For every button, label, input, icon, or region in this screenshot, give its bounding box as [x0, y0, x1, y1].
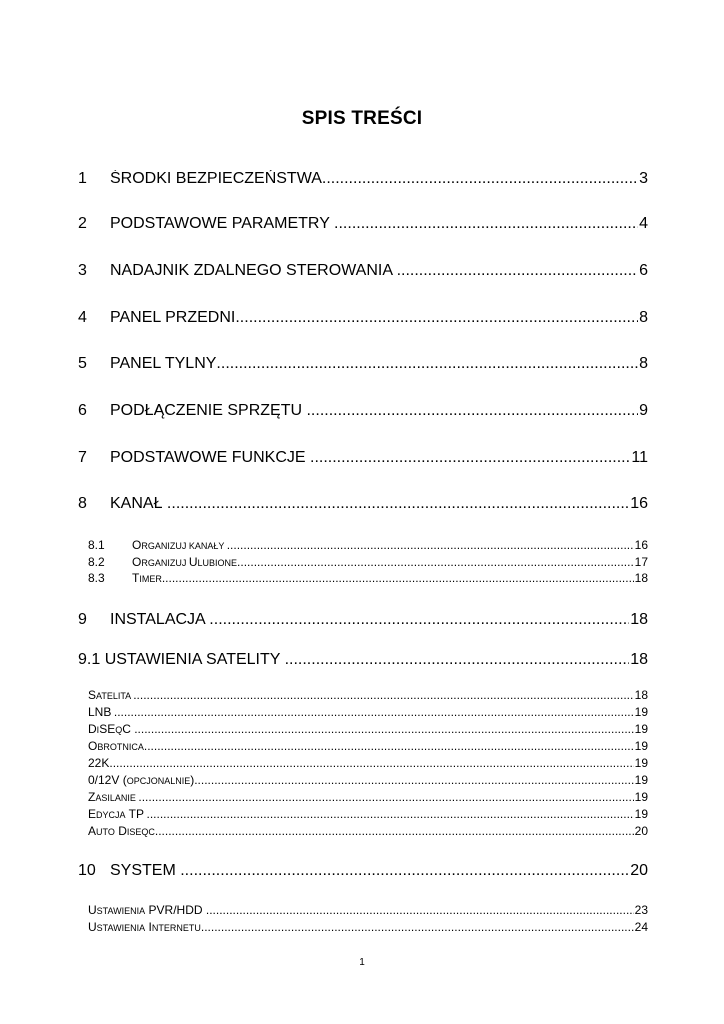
leader-dots: [109, 756, 633, 770]
entry-label: USTAWIENIA INTERNETU: [88, 920, 201, 934]
entry-number: 3: [78, 262, 87, 279]
entry-number: 9: [78, 611, 87, 628]
entry-number: 2: [78, 215, 87, 232]
toc-entry-1[interactable]: [78, 170, 648, 188]
entry-number: 5: [78, 355, 87, 372]
entry-label: PANEL PRZEDNI: [110, 309, 236, 326]
entry-page: 8: [639, 309, 648, 326]
leader-dots: [397, 262, 639, 280]
entry-label: SATELITA: [88, 688, 131, 702]
entry-number: 8.1: [88, 538, 105, 552]
page-number: 1: [359, 957, 365, 968]
entry-page: 20: [634, 824, 648, 838]
entry-page: 19: [634, 773, 648, 787]
entry-page: 19: [634, 756, 648, 770]
toc-entry-5[interactable]: [78, 355, 648, 373]
leader-dots: [201, 920, 634, 934]
entry-page: 24: [634, 920, 648, 934]
entry-label: USTAWIENIA PVR/HDD: [88, 903, 206, 917]
entry-label: ZASILANIE: [88, 790, 136, 804]
entry-page: 18: [630, 611, 648, 628]
leader-dots: [206, 903, 634, 917]
entry-label: PODŁĄCZENIE SPRZĘTU: [110, 402, 307, 419]
leader-dots: [235, 309, 638, 327]
toc-entry-2[interactable]: [78, 215, 648, 233]
leader-dots: [144, 739, 634, 753]
toc-entry-8[interactable]: [78, 495, 648, 513]
leader-dots: [194, 773, 633, 787]
leader-dots: [334, 215, 638, 233]
entry-label: LNB: [88, 705, 112, 719]
entry-number: 10: [78, 862, 96, 879]
entry-label: ŚRODKI BEZPIECZEŃSTWA: [110, 170, 322, 187]
entry-label: TIMER: [132, 571, 162, 585]
toc-sub-diseqc[interactable]: [88, 722, 648, 736]
toc-entry-9-1[interactable]: [78, 651, 648, 669]
toc-entry-7[interactable]: [78, 449, 648, 467]
entry-number: 8: [78, 495, 87, 512]
entry-label: ORGANIZUJ ULUBIONE: [132, 555, 238, 569]
toc-entry-6[interactable]: [78, 402, 648, 420]
entry-number: 8.3: [88, 571, 105, 585]
toc-sub-zasilanie[interactable]: [88, 790, 648, 804]
leader-dots: [134, 722, 633, 736]
entry-page: 19: [634, 722, 648, 736]
entry-page: 18: [630, 651, 648, 668]
leader-dots: [227, 538, 634, 552]
toc-sub-auto-diseqc[interactable]: [88, 824, 648, 838]
entry-page: 11: [631, 449, 648, 466]
leader-dots: [180, 862, 629, 880]
entry-page: 23: [634, 903, 648, 917]
entry-page: 16: [634, 538, 648, 552]
entry-page: 17: [634, 555, 648, 569]
leader-dots: [133, 688, 633, 702]
entry-label: SYSTEM: [110, 862, 181, 879]
entry-label: PODSTAWOWE PARAMETRY: [110, 215, 335, 232]
entry-page: 20: [630, 862, 648, 879]
entry-page: 4: [639, 215, 648, 232]
entry-label: ORGANIZUJ KANAŁY: [132, 538, 227, 552]
entry-page: 19: [634, 807, 648, 821]
toc-sub-edycja-tp[interactable]: [88, 807, 648, 821]
toc-sub-satelita[interactable]: [88, 688, 648, 702]
leader-dots: [216, 355, 638, 373]
leader-dots: [138, 790, 633, 804]
entry-label: AUTO DISEQC: [88, 824, 155, 838]
entry-page: 18: [634, 571, 648, 585]
entry-page: 19: [634, 739, 648, 753]
entry-label: 22K: [88, 756, 110, 770]
toc-sub-internet[interactable]: [88, 920, 648, 934]
leader-dots: [285, 651, 630, 669]
toc-entry-9[interactable]: [78, 611, 648, 629]
entry-label: DISEQC: [88, 722, 135, 736]
entry-label: INSTALACJA: [110, 611, 210, 628]
toc-sub-lnb[interactable]: [88, 705, 648, 719]
leader-dots: [209, 611, 629, 629]
entry-label: PODSTAWOWE FUNKCJE: [110, 449, 310, 466]
toc-entry-8-3[interactable]: [88, 571, 648, 585]
entry-page: 19: [634, 705, 648, 719]
toc-sub-obrotnica[interactable]: [88, 739, 648, 753]
leader-dots: [147, 807, 634, 821]
toc-sub-pvr-hdd[interactable]: [88, 903, 648, 917]
leader-dots: [162, 571, 634, 585]
entry-label: 9.1 USTAWIENIA SATELITY: [78, 651, 285, 668]
leader-dots: [322, 170, 638, 188]
entry-label: OBROTNICA: [88, 739, 144, 753]
entry-number: 6: [78, 402, 87, 419]
entry-label: KANAŁ: [110, 495, 167, 512]
entry-label: NADAJNIK ZDALNEGO STEROWANIA: [110, 262, 397, 279]
entry-number: 8.2: [88, 555, 105, 569]
entry-page: 9: [639, 402, 648, 419]
entry-page: 6: [639, 262, 648, 279]
toc-entry-10[interactable]: [78, 862, 648, 880]
entry-page: 19: [634, 790, 648, 804]
entry-number: 4: [78, 309, 87, 326]
entry-page: 16: [630, 495, 648, 512]
entry-label: EDYCJA TP: [88, 807, 144, 821]
toc-entry-3[interactable]: [78, 262, 648, 280]
toc-entry-4[interactable]: [78, 309, 648, 327]
leader-dots: [310, 449, 630, 467]
entry-page: 18: [634, 688, 648, 702]
entry-label: 0/12V (OPCJONALNIE): [88, 773, 195, 787]
leader-dots: [114, 705, 634, 719]
toc-entry-8-2[interactable]: [88, 555, 648, 569]
entry-label: PANEL TYLNY: [110, 355, 217, 372]
leader-dots: [237, 555, 634, 569]
entry-number: 7: [78, 449, 87, 466]
toc-sub-22k[interactable]: [88, 756, 648, 770]
leader-dots: [155, 824, 634, 838]
toc-entry-8-1[interactable]: [88, 538, 648, 552]
leader-dots: [167, 495, 629, 513]
toc-sub-012v[interactable]: [88, 773, 648, 787]
entry-page: 3: [639, 170, 648, 187]
leader-dots: [306, 402, 638, 420]
page-title: SPIS TREŚCI: [301, 108, 423, 129]
entry-page: 8: [639, 355, 648, 372]
entry-number: 1: [78, 170, 87, 187]
